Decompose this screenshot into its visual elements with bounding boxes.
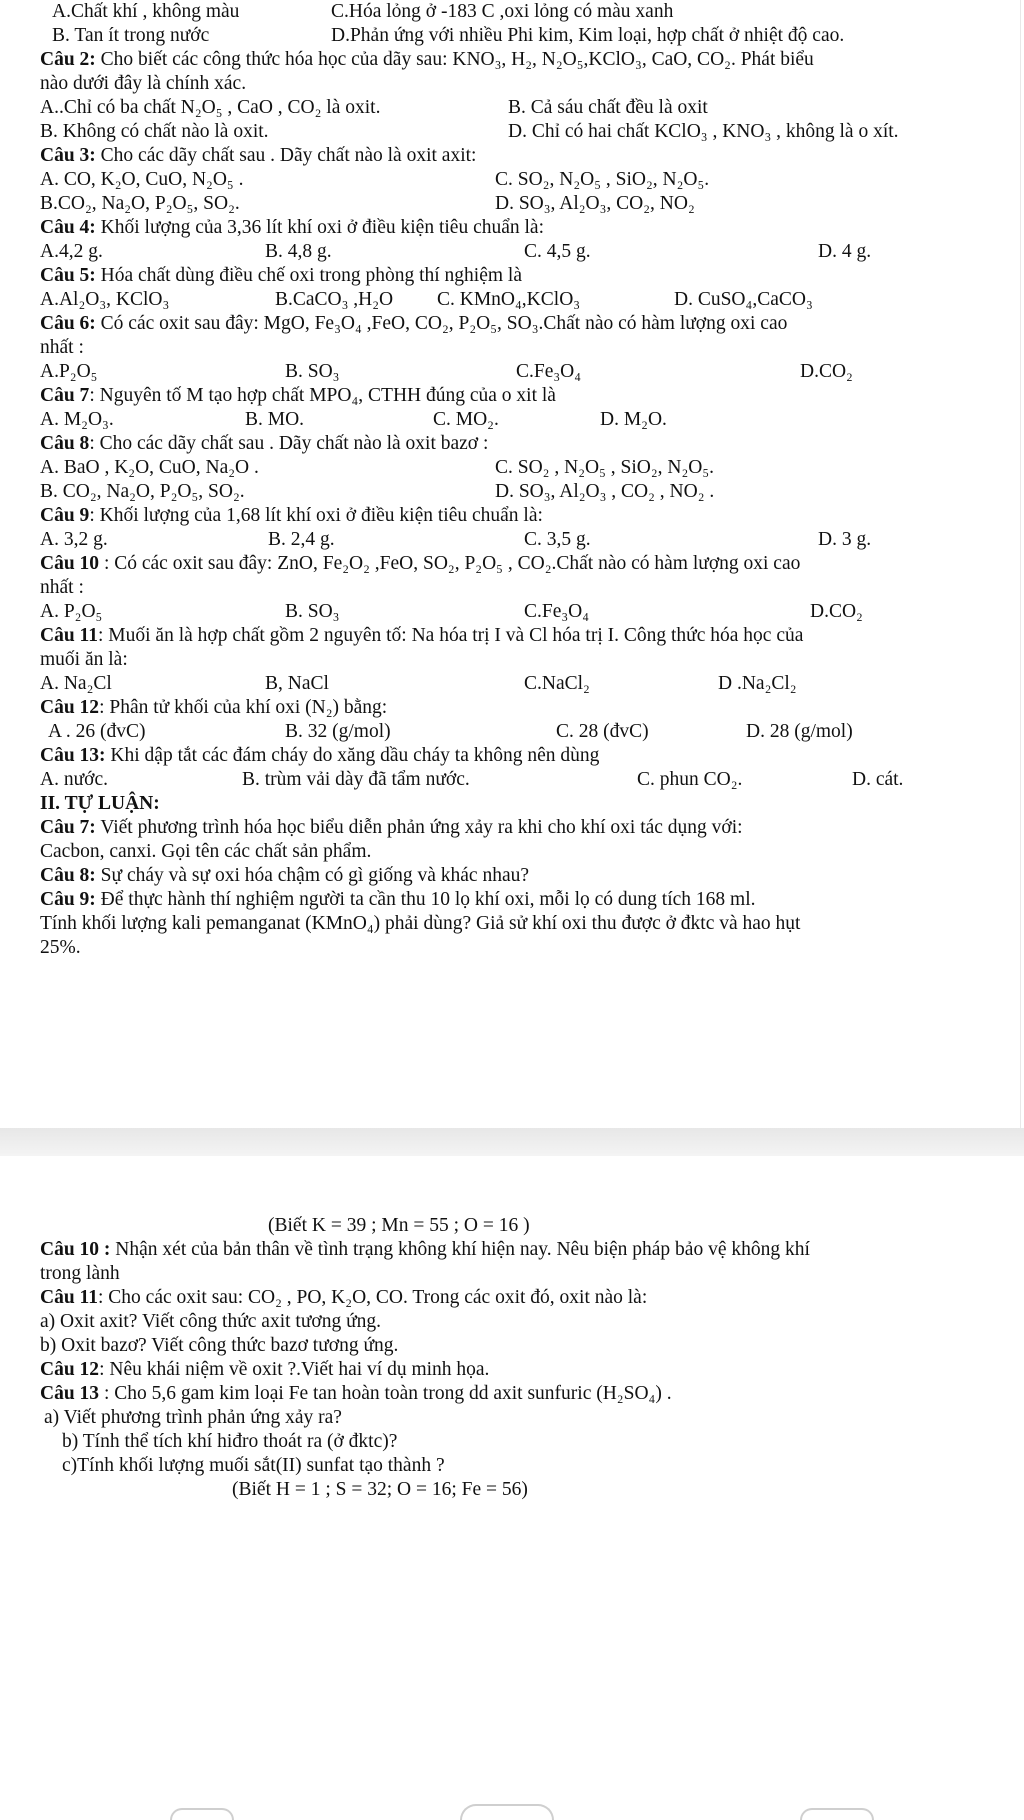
exam-page-1: A.Chất khí , không màu C.Hóa lỏng ở -183 C ,oxi lỏng có màu xanh B. Tan ít trong nước D.Phản ứng với nhiều Phi kim, Kim loại, hợp chất ở nhiệt độ cao. Câu 2: Cho biết các công thức hóa học của dãy sau: KNO₃, H₂, N₂O₅,KClO₃, CaO, CO₂. Phát biểu nào dưới đây là chính xác. A..Chỉ có ba chất N₂O₅ , CaO , CO₂ là oxit. B. Cả sáu chất đều là oxit B. Không có chất nào là oxit. D. Chỉ có hai chất KClO₃ , KNO₃ , không là o xít. Câu 3: Cho các dãy chất sau . Dãy chất nào là oxit axit: A. CO, K₂O, CuO, N₂O₅ . C. SO₂, N₂O₅ , SiO₂, N₂O₅. B.CO₂, Na₂O, P₂O₅, SO₂. D. SO₃, Al₂O₃, CO₂, NO₂ Câu 4: Khối lượng của 3,36 lít khí oxi ở điều kiện tiêu chuẩn là: A.4,2 g. B. 4,8 g. C. 4,5 g. D. 4 g. Câu 5: Hóa chất dùng điều chế oxi trong phòng thí nghiệm là A.Al₂O₃, KClO₃ B.CaCO₃ ,H₂O C. KMnO₄,KClO₃ D. CuSO₄,CaCO₃ Câu 6: Có các oxit sau đây: MgO, Fe₃O₄ ,FeO, CO₂, P₂O₅, SO₃.Chất nào có hàm lượng oxi cao nhất : A.P₂O₅ B. SO₃ C.Fe₃O₄ D.CO₂ Câu 7: Nguyên tố M tạo hợp chất MPO₄, CTHH đúng của o xit là A. M₂O₃. B. MO. C. MO₂. D. M₂O. Câu 8: Cho các dãy chất sau . Dãy chất nào là oxit bazơ : A. BaO , K₂O, CuO, Na₂O . C. SO₂ , N₂O₅ , SiO₂, N₂O₅. B. CO₂, Na₂O, P₂O₅, SO₂. D. SO₃, Al₂O₃ , CO₂ , NO₂ . Câu 9: Khối lượng của 1,68 lít khí oxi ở điều kiện tiêu chuẩn là: A. 3,2 g. B. 2,4 g. C. 3,5 g. D. 3 g. Câu 10 : Có các oxit sau đây: ZnO, Fe₂O₂ ,FeO, SO₂, P₂O₅ , CO₂.Chất nào có hàm lượng oxi cao nhất : A. P₂O₅ B. SO₃ C.Fe₃O₄ D.CO₂ Câu 11: Muối ăn là hợp chất gồm 2 nguyên tố: Na hóa trị I và Cl hóa trị I. Công thức hóa học của muối ăn là: A. Na₂Cl B, NaCl C.NaCl₂ D .Na₂Cl₂ Câu 12: Phân tử khối của khí oxi (N₂) bằng: A . 26 (đvC) B. 32 (g/mol) C. 28 (đvC) D. 28 (g/mol) Câu 13: Khi dập tắt các đám cháy do xăng dầu cháy ta không nên dùng A. nước. B. trùm vải dày đã tẩm nước. C. phun CO₂. D. cát. II. TỰ LUẬN: Câu 7: Viết phương trình hóa học biểu diễn phản ứng xảy ra khi cho khí oxi tác dụng với: Cacbon, canxi. Gọi tên các chất sản phẩm. Câu 8: Sự cháy và sự oxi hóa chậm có gì giống và khác nhau? Câu 9: Để thực hành thí nghiệm người ta cần thu 10 lọ khí oxi, mỗi lọ có dung tích 168 ml. Tính khối lượng kali pemanganat (KMnO₄) phải dùng? Giả sử khí oxi thu được ở đktc và hao hụt 25%. xyxy=(0,0,1021,1128)
exam-page-2 xyxy=(0,1156,1024,1820)
question-3: Câu 3: Cho các dãy chất sau . Dãy chất nào là oxit axit: xyxy=(40,145,477,166)
essay-13-c: c)Tính khối lượng muối sắt(II) sunfat tạo thành ? xyxy=(62,1455,445,1476)
essay-11-b: b) Oxit bazơ? Viết công thức bazơ tương ứng. xyxy=(40,1335,399,1356)
essay-13-b: b) Tính thể tích khí hiđro thoát ra (ở đktc)? xyxy=(62,1431,398,1452)
nav-home-button[interactable] xyxy=(460,1804,554,1820)
question-5: Câu 5: Hóa chất dùng điều chế oxi trong phòng thí nghiệm là xyxy=(40,265,522,286)
question-4: Câu 4: Khối lượng của 3,36 lít khí oxi ở điều kiện tiêu chuẩn là: xyxy=(40,217,544,238)
essay-7: Câu 7: Viết phương trình hóa học biểu diễn phản ứng xảy ra khi cho khí oxi tác dụng với: xyxy=(40,817,743,838)
atomic-mass-note-2: (Biết H = 1 ; S = 32; O = 16; Fe = 56) xyxy=(232,1479,528,1500)
question-10: Câu 10 : Có các oxit sau đây: ZnO, Fe₂O₂ ,FeO, SO₂, P₂O₅ , CO₂.Chất nào có hàm lượng oxi cao xyxy=(40,553,801,574)
question-6-cont: nhất : xyxy=(40,337,84,358)
bottom-nav-bar xyxy=(0,1796,1024,1820)
essay-9-cont2: 25%. xyxy=(40,937,81,958)
question-10-cont: nhất : xyxy=(40,577,84,598)
question-12: Câu 12: Phân tử khối của khí oxi (N₂) bằng: xyxy=(40,697,388,718)
essay-13: Câu 13 : Cho 5,6 gam kim loại Fe tan hoàn toàn trong dd axit sunfuric (H₂SO₄) . xyxy=(40,1383,672,1404)
essay-11-a: a) Oxit axit? Viết công thức axit tương ứng. xyxy=(40,1311,382,1332)
question-11-cont: muối ăn là: xyxy=(40,649,128,670)
option-d: D.Phản ứng với nhiều Phi kim, Kim loại, hợp chất ở nhiệt độ cao. xyxy=(331,25,845,46)
essay-7-cont: Cacbon, canxi. Gọi tên các chất sản phẩm. xyxy=(40,841,372,862)
essay-8: Câu 8: Sự cháy và sự oxi hóa chậm có gì giống và khác nhau? xyxy=(40,865,530,886)
essay-10: Câu 10 : Nhận xét của bản thân về tình trạng không khí hiện nay. Nêu biện pháp bảo vệ không khí xyxy=(40,1239,810,1260)
question-9: Câu 9: Khối lượng của 1,68 lít khí oxi ở điều kiện tiêu chuẩn là: xyxy=(40,505,543,526)
option-c: C.Hóa lỏng ở -183 C ,oxi lỏng có màu xanh xyxy=(331,1,674,22)
essay-11: Câu 11: Cho các oxit sau: CO₂ , PO, K₂O, CO. Trong các oxit đó, oxit nào là: xyxy=(40,1287,648,1308)
option-b: B. Tan ít trong nước xyxy=(52,25,210,46)
question-8: Câu 8: Cho các dãy chất sau . Dãy chất nào là oxit bazơ : xyxy=(40,433,489,454)
question-2: Câu 2: Cho biết các công thức hóa học của dãy sau: KNO₃, H₂, N₂O₅,KClO₃, CaO, CO₂. Phát biểu xyxy=(40,49,814,70)
option-a: A.Chất khí , không màu xyxy=(52,1,240,22)
essay-12: Câu 12: Nêu khái niệm về oxit ?.Viết hai ví dụ minh họa. xyxy=(40,1359,490,1380)
essay-9-cont: Tính khối lượng kali pemanganat (KMnO₄) phải dùng? Giả sử khí oxi thu được ở đktc và hao hụt xyxy=(40,913,801,934)
page-separator xyxy=(0,1128,1024,1156)
question-6: Câu 6: Có các oxit sau đây: MgO, Fe₃O₄ ,FeO, CO₂, P₂O₅, SO₃.Chất nào có hàm lượng oxi cao xyxy=(40,313,788,334)
essay-13-a: a) Viết phương trình phản ứng xảy ra? xyxy=(44,1407,342,1428)
atomic-mass-note-1: (Biết K = 39 ; Mn = 55 ; O = 16 ) xyxy=(268,1215,530,1236)
nav-tab-left[interactable] xyxy=(170,1808,234,1820)
question-2-cont: nào dưới đây là chính xác. xyxy=(40,73,247,94)
nav-tab-right[interactable] xyxy=(800,1808,874,1820)
question-13: Câu 13: Khi dập tắt các đám cháy do xăng dầu cháy ta không nên dùng xyxy=(40,745,600,766)
essay-9: Câu 9: Để thực hành thí nghiệm người ta cần thu 10 lọ khí oxi, mỗi lọ có dung tích 168 ml. xyxy=(40,889,756,910)
question-11: Câu 11: Muối ăn là hợp chất gồm 2 nguyên tố: Na hóa trị I và Cl hóa trị I. Công thức hóa học của xyxy=(40,625,804,646)
question-7: Câu 7: Nguyên tố M tạo hợp chất MPO₄, CTHH đúng của o xit là xyxy=(40,385,556,406)
essay-10-cont: trong lành xyxy=(40,1263,120,1284)
section-heading: II. TỰ LUẬN: xyxy=(40,793,160,814)
